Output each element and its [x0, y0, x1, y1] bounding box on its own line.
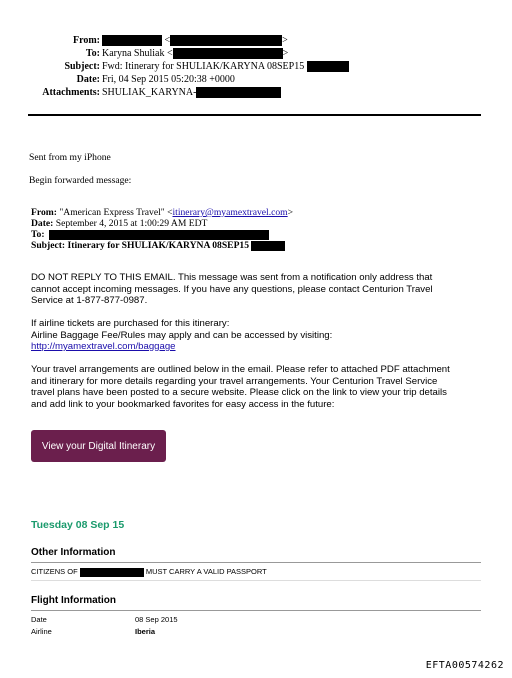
other-info-title: Other Information [31, 547, 116, 558]
header-date-label: Date: [76, 74, 100, 85]
attachment-name[interactable]: SHULIAK_KARYNA- [102, 87, 197, 98]
citizens-suffix: MUST CARRY A VALID PASSPORT [145, 567, 267, 576]
redaction [173, 48, 283, 59]
redaction [49, 230, 269, 240]
angle-open: < [164, 35, 171, 46]
redaction [80, 568, 144, 577]
citizens-prefix: CITIZENS OF [31, 567, 78, 576]
header-divider [28, 114, 481, 116]
document-id: EFTA00574262 [425, 660, 504, 671]
arrangements-line: Your travel arrangements are outlined below in the email. Please refer to attached PDF attachment [31, 364, 450, 375]
header-subject-label: Subject: [64, 61, 100, 72]
flight-info-title: Flight Information [31, 595, 116, 606]
day-heading: Tuesday 08 Sep 15 [31, 519, 125, 531]
section-divider [31, 610, 481, 611]
sent-from-text: Sent from my iPhone [29, 152, 111, 163]
arrangements-line: and add link to your bookmarked favorites for easy access in the future: [31, 398, 335, 410]
flight-row-label: Airline [31, 627, 52, 636]
flight-row-date [31, 614, 331, 626]
passport-notice [31, 567, 267, 577]
redaction [102, 35, 162, 46]
fwd-from-value: "American Express Travel" < [59, 207, 173, 218]
forwarded-text: Begin forwarded message: [29, 175, 132, 186]
notice-line: DO NOT REPLY TO THIS EMAIL. This message was sent from a notification only address that [31, 272, 433, 283]
arrangements-paragraph [31, 364, 450, 410]
fwd-date-value: September 4, 2015 at 1:00:29 AM EDT [55, 218, 208, 229]
angle-close: > [282, 48, 289, 59]
fwd-date-label: Date: [31, 218, 54, 229]
header-to-value: Karyna Shuliak < [102, 48, 173, 59]
flight-row-airline [31, 626, 331, 638]
baggage-line: If airline tickets are purchased for this itinerary: [31, 318, 230, 329]
baggage-link[interactable]: http://myamextravel.com/baggage [31, 341, 176, 352]
flight-row-label: Date [31, 615, 47, 624]
flight-row-value: Iberia [135, 627, 156, 636]
header-attachments-label: Attachments: [42, 87, 100, 98]
baggage-paragraph [31, 318, 332, 353]
arrangements-line: travel plans have been posted to a secure website. Please click on the link to view your trip details [31, 387, 447, 398]
redaction [307, 61, 349, 72]
angle-close: > [287, 207, 294, 218]
fwd-from-label: From: [31, 207, 57, 218]
fwd-from-row [31, 207, 293, 218]
fwd-subject-value: Itinerary for SHULIAK/KARYNA 08SEP15 [67, 240, 250, 251]
notice-line: cannot accept incoming messages. If you have any questions, please contact Centurion Travel [31, 283, 433, 295]
baggage-line: Airline Baggage Fee/Rules may apply and can be accessed by visiting: [31, 329, 333, 341]
notice-line: Service at 1-877-877-0987. [31, 295, 148, 306]
arrangements-line: and itinerary for more details regarding your travel arrangements. Your Centurion Travel Service [31, 375, 438, 387]
forwarded-header [31, 207, 293, 251]
fwd-subject-label: Subject: [31, 240, 66, 251]
view-digital-itinerary-button[interactable]: View your Digital Itinerary [31, 430, 166, 462]
notice-paragraph [31, 272, 433, 307]
header-to-label: To: [85, 48, 100, 59]
fwd-date-row [31, 218, 293, 229]
fwd-to-label: To: [31, 229, 45, 240]
flight-row-value: 08 Sep 2015 [135, 615, 178, 624]
section-divider [31, 562, 481, 563]
fwd-from-email-link[interactable]: itinerary@myamextravel.com [172, 207, 288, 218]
header-subject-value: Fwd: Itinerary for SHULIAK/KARYNA 08SEP15 [102, 61, 305, 72]
flight-details [31, 614, 331, 638]
redaction [196, 87, 281, 98]
fwd-subject-row [31, 240, 293, 251]
header-date-value: Fri, 04 Sep 2015 05:20:38 +0000 [102, 74, 235, 85]
redaction [170, 35, 282, 46]
fwd-to-row [31, 229, 293, 240]
redaction [251, 241, 285, 251]
row-divider [31, 580, 481, 581]
angle-close: > [282, 35, 288, 46]
header-from-label: From: [72, 35, 100, 46]
